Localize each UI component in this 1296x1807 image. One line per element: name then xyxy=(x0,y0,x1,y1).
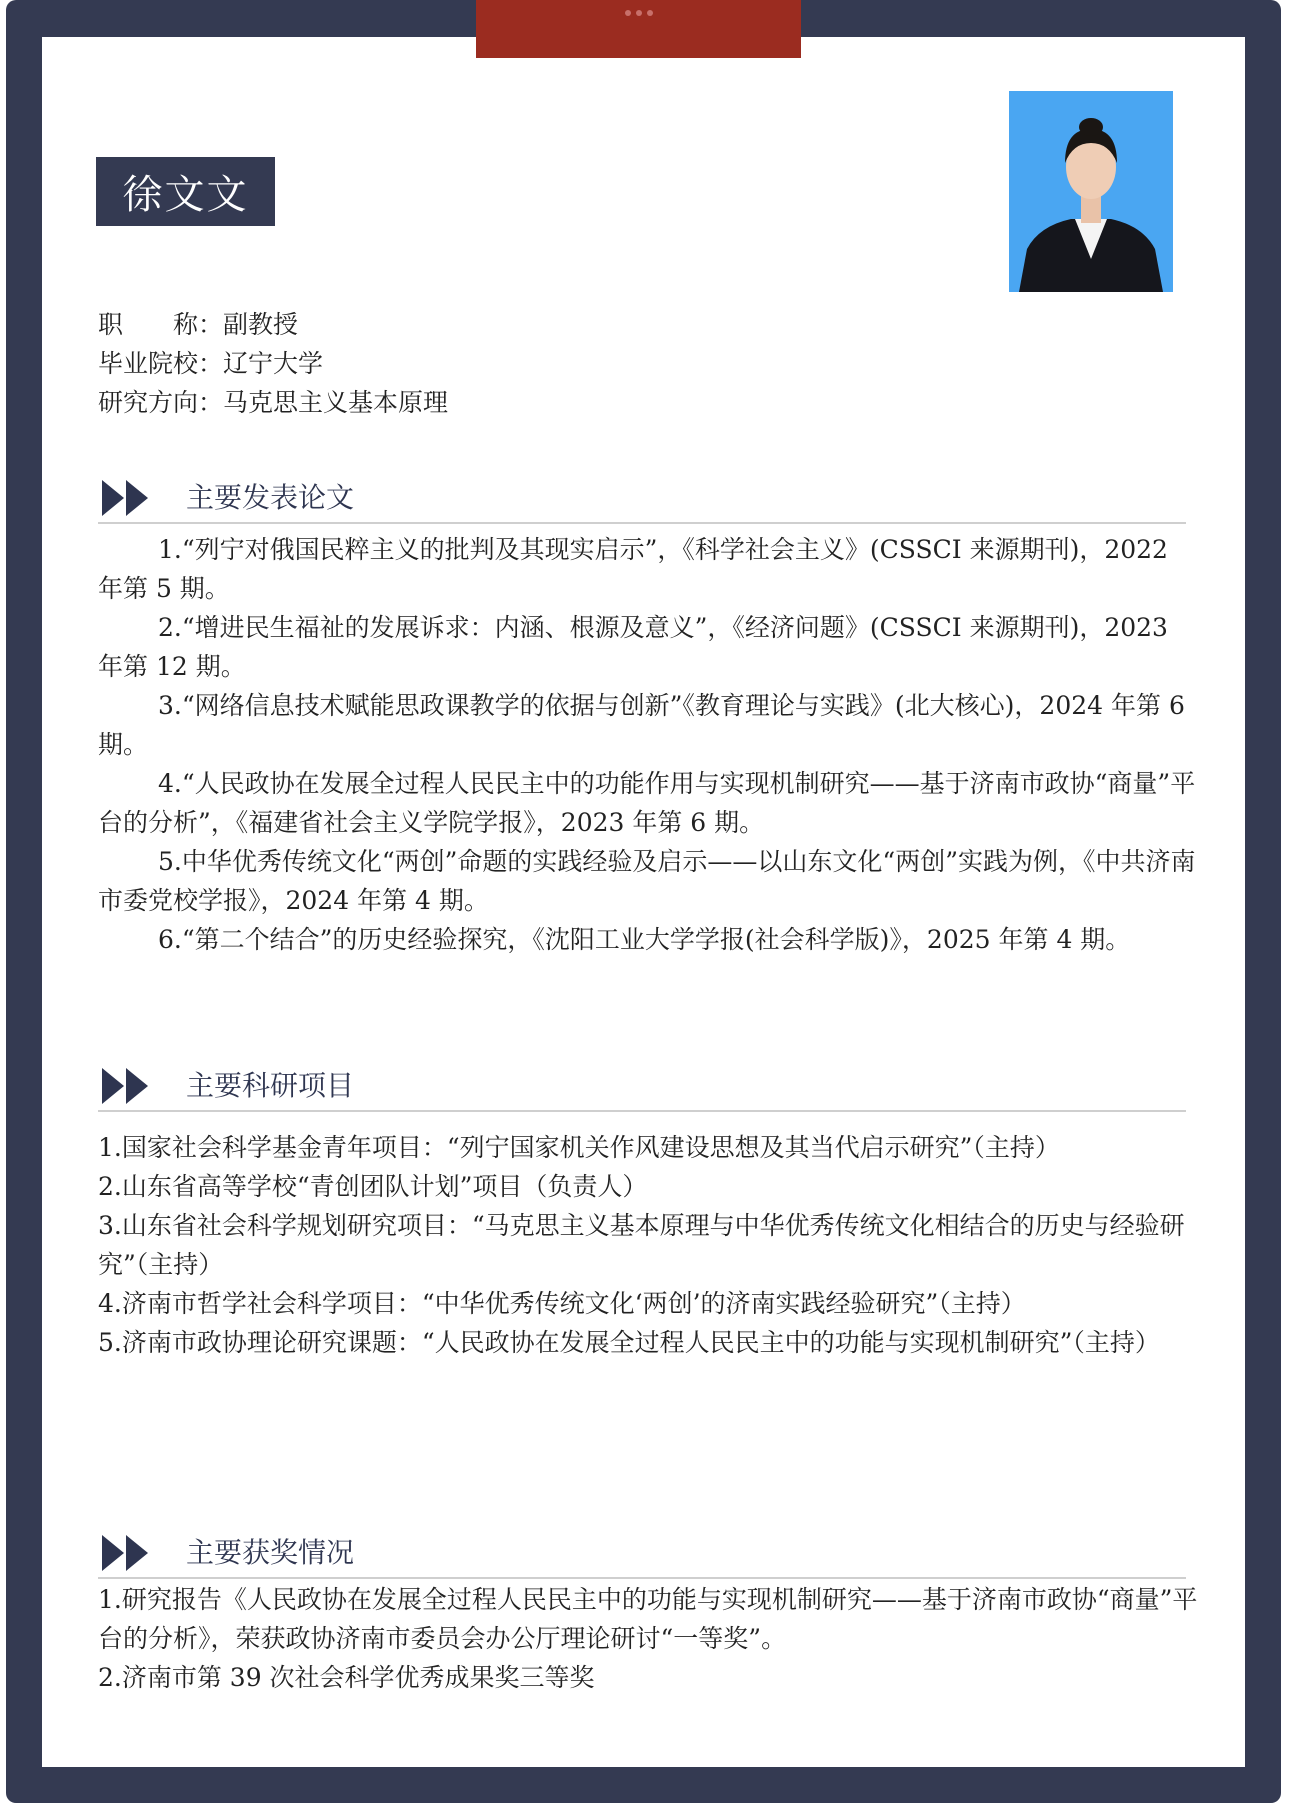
list-item: 3.山东省社会科学规划研究项目：“马克思主义基本原理与中华优秀传统文化相结合的历史与经验研究”（主持） xyxy=(98,1211,1185,1279)
list-item: 3.“网络信息技术赋能思政课教学的依据与创新”《教育理论与实践》(北大核心)，2024 年第 6 期。 xyxy=(98,691,1185,759)
double-arrow-icon xyxy=(102,480,154,516)
dots-icon xyxy=(625,10,653,16)
name-badge xyxy=(96,157,275,226)
projects-section-header xyxy=(98,1058,1186,1112)
research-value: 马克思主义基本原理 xyxy=(223,388,449,417)
papers-section-header xyxy=(98,470,1186,524)
top-tab xyxy=(476,0,801,58)
title-label: 职 称： xyxy=(98,310,224,339)
list-item: 5.济南市政协理论研究课题：“人民政协在发展全过程人民民主中的功能与实现机制研究”（主持） xyxy=(98,1328,1160,1357)
list-item: 2.山东省高等学校“青创团队计划”项目（负责人） xyxy=(98,1172,648,1201)
list-item: 1.“列宁对俄国民粹主义的批判及其现实启示”，《科学社会主义》(CSSCI 来源期刊)，2022 年第 5 期。 xyxy=(98,535,1168,603)
profile-photo xyxy=(1009,91,1173,292)
person-name: 徐文文 xyxy=(122,172,249,218)
profile-info xyxy=(98,305,798,422)
double-arrow-icon xyxy=(102,1068,154,1104)
title-row xyxy=(98,305,798,344)
projects-list xyxy=(98,1128,1198,1362)
awards-list xyxy=(98,1580,1198,1697)
research-label: 研究方向： xyxy=(98,388,224,417)
list-item: 2.济南市第 39 次社会科学优秀成果奖三等奖 xyxy=(98,1663,595,1692)
list-item: 6.“第二个结合”的历史经验探究，《沈阳工业大学学报(社会科学版)》，2025 年第 4 期。 xyxy=(158,925,1131,954)
list-item: 1.研究报告《人民政协在发展全过程人民民主中的功能与实现机制研究——基于济南市政协“商量”平台的分析》，荣获政协济南市委员会办公厅理论研讨“一等奖”。 xyxy=(98,1585,1198,1653)
list-item: 2.“增进民生福祉的发展诉求：内涵、根源及意义”，《经济问题》(CSSCI 来源期刊)，2023 年第 12 期。 xyxy=(98,613,1168,681)
school-row xyxy=(98,344,798,383)
research-row xyxy=(98,383,798,422)
awards-section-header xyxy=(98,1525,1186,1579)
double-arrow-icon xyxy=(102,1535,154,1571)
list-item: 4.济南市哲学社会科学项目：“中华优秀传统文化‘两创’的济南实践经验研究”（主持） xyxy=(98,1289,1026,1318)
papers-heading: 主要发表论文 xyxy=(186,481,355,514)
title-value: 副教授 xyxy=(223,310,299,339)
school-value: 辽宁大学 xyxy=(223,349,324,378)
school-label: 毕业院校： xyxy=(98,349,224,378)
papers-list xyxy=(98,530,1198,959)
awards-heading: 主要获奖情况 xyxy=(186,1536,355,1569)
projects-heading: 主要科研项目 xyxy=(186,1069,355,1102)
list-item: 1.国家社会科学基金青年项目：“列宁国家机关作风建设思想及其当代启示研究”（主持） xyxy=(98,1133,1060,1162)
portrait-illustration xyxy=(1009,91,1173,292)
list-item: 5.中华优秀传统文化“两创”命题的实践经验及启示——以山东文化“两创”实践为例，《中共济南市委党校学报》，2024 年第 4 期。 xyxy=(98,847,1196,915)
list-item: 4.“人民政协在发展全过程人民民主中的功能作用与实现机制研究——基于济南市政协“商量”平台的分析”，《福建省社会主义学院学报》，2023 年第 6 期。 xyxy=(98,769,1196,837)
